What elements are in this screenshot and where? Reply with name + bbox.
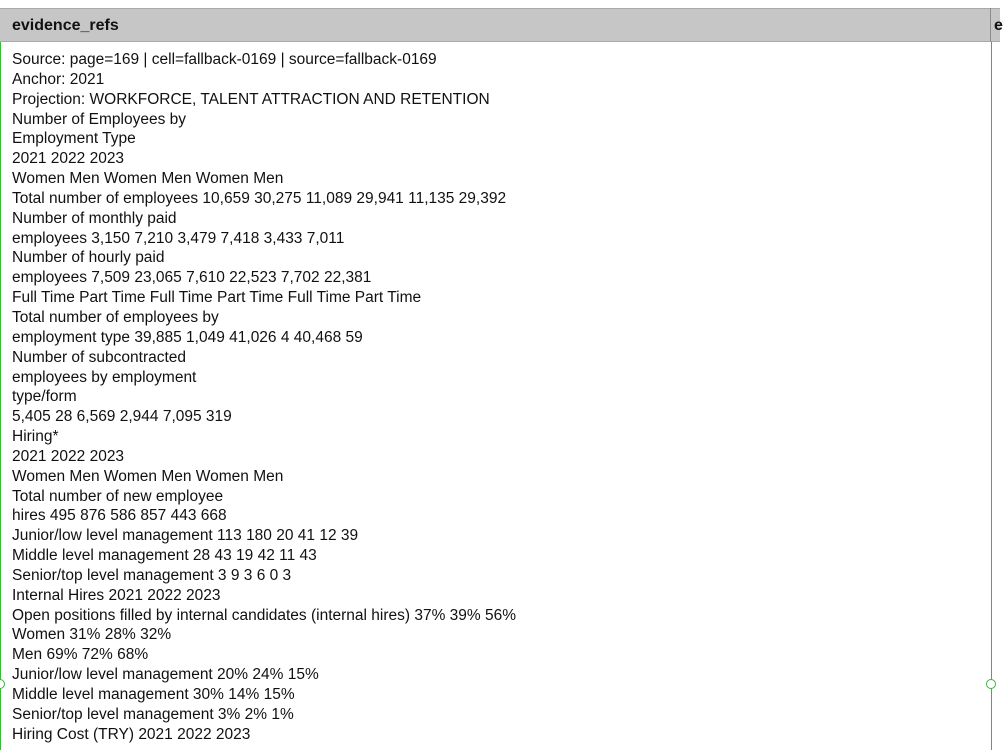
cell-text-line: hires 495 876 586 857 443 668 (12, 507, 227, 525)
cell-text-line: Middle level management 30% 14% 15% (12, 686, 295, 703)
cell-text-line: Total number of new employee (12, 487, 224, 505)
cell-text-line: Junior/low level management 113 180 20 41 12 39 (12, 527, 359, 545)
top-strip (0, 0, 1000, 8)
cell-text-line: Total number of employees 10,659 30,275 11,089 29,941 11,135 29,392 (12, 189, 507, 207)
selection-resize-handle-left[interactable] (0, 679, 5, 689)
cell-text-line: employees 7,509 23,065 7,610 22,523 7,702 22,381 (12, 269, 372, 287)
cell-text-line: Full Time Part Time Full Time Part Time Full Time Part Time (12, 289, 422, 307)
cell-text-line: Middle level management 28 43 19 42 11 43 (12, 547, 317, 565)
cell-text-line: type/form (12, 388, 77, 406)
cell-text-line: Women Men Women Men Women Men (12, 170, 284, 188)
cell-text-line: Source: page=169 | cell=fallback-0169 | source=fallback-0169 (12, 51, 437, 68)
cell-selection-border-right (991, 42, 992, 750)
column-header[interactable] (0, 8, 1003, 42)
cell-text-line: Open positions filled by internal candidates (internal hires) 37% 39% 56% (12, 606, 517, 624)
cell-text-line: 5,405 28 6,569 2,944 7,095 319 (12, 408, 232, 426)
cell-text-line: 2021 2022 2023 (12, 150, 125, 168)
evidence-cell-content[interactable] (12, 50, 987, 750)
cell-text-line: Number of monthly paid (12, 209, 177, 227)
cell-text-line: Hiring* (12, 428, 59, 446)
cell-text-line: Employment Type (12, 130, 136, 148)
cell-text-line: employees 3,150 7,210 3,479 7,418 3,433 7,011 (12, 229, 345, 247)
cell-text-line: 2021 2022 2023 (12, 447, 125, 465)
cell-text-line: Men 69% 72% 68% (12, 646, 149, 664)
cell-selection-border-left (0, 42, 1, 750)
cell-text-line: Number of hourly paid (12, 249, 165, 267)
column-header-title[interactable]: evidence_refs (12, 17, 119, 34)
cell-text-line: employees by employment (12, 368, 197, 386)
cell-text-line: employment type 39,885 1,049 41,026 4 40,468 59 (12, 328, 363, 346)
cell-text-line: Senior/top level management 3 9 3 6 0 3 (12, 566, 292, 584)
cell-text-line: Internal Hires 2021 2022 2023 (12, 586, 221, 604)
column-divider[interactable] (990, 8, 991, 42)
cell-text-line: Senior/top level management 3% 2% 1% (12, 705, 294, 723)
cell-text-line: Women Men Women Men Women Men (12, 467, 284, 485)
cell-text-line: Anchor: 2021 (12, 70, 105, 88)
next-column-header-title[interactable]: e (994, 17, 1003, 34)
cell-text-line: Hiring Cost (TRY) 2021 2022 2023 (12, 725, 251, 743)
selection-resize-handle-right[interactable] (986, 679, 996, 689)
cell-text-line: Number of Employees by (12, 110, 187, 128)
cell-text-line: Projection: WORKFORCE, TALENT ATTRACTION AND RETENTION (12, 90, 490, 108)
cell-text-line: Total number of employees by (12, 308, 219, 326)
cell-text-line: Number of subcontracted (12, 348, 187, 366)
cell-text-line: Women 31% 28% 32% (12, 626, 172, 644)
cell-text-line: Junior/low level management 20% 24% 15% (12, 666, 319, 684)
